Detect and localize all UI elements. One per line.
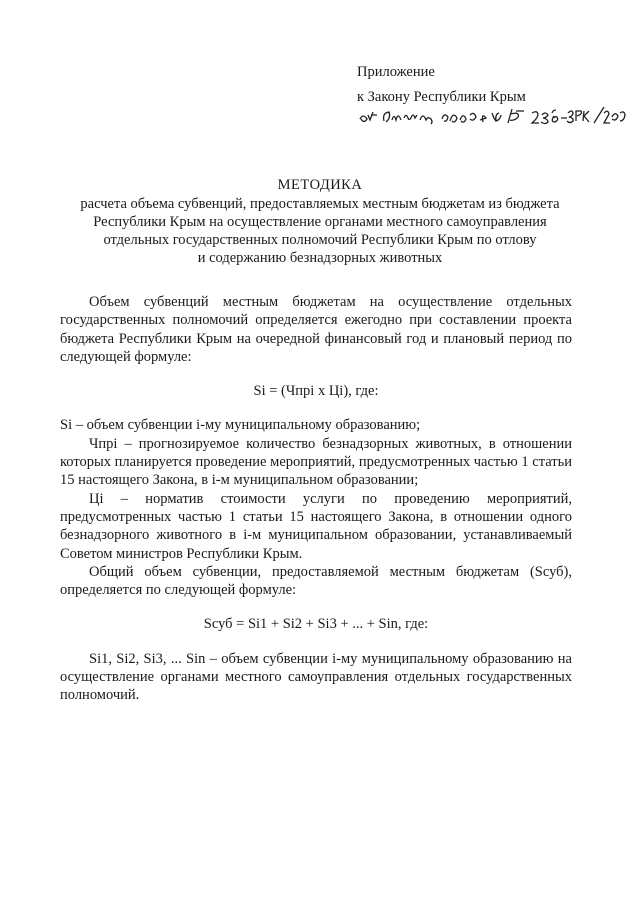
paragraph-total-subvention: Общий объем субвенции, предоставляемой местным бюджетам (Sсуб), определяется по следующей формуле: bbox=[60, 563, 572, 599]
definition-si: Si – объем субвенции i-му муниципальному образованию; bbox=[60, 417, 421, 434]
document-title: МЕТОДИКА bbox=[277, 177, 363, 193]
formula-ssub: Sсуб = Si1 + Si2 + Si3 + ... + Sin, где: bbox=[203, 616, 429, 633]
attachment-law-reference: к Закону Республики Крым bbox=[357, 89, 526, 105]
title-subtitle-line: отдельных государственных полномочий Республики Крым по отлову bbox=[103, 232, 537, 248]
formula-si: Si = (Чпрi х Цi), где: bbox=[253, 383, 379, 400]
title-subtitle-line: и содержанию безнадзорных животных bbox=[197, 250, 443, 266]
definition-si-list: Si1, Si2, Si3, ... Sin – объем субвенции i-му муниципальному образованию на осуществление органами местного самоуправления отдельных государственных полномочий. bbox=[60, 650, 572, 704]
definition-tsi: Цi – норматив стоимости услуги по проведению мероприятий, предусмотренных частью 1 статьи 15 настоящего Закона, в отношении одного безнадзорного животного в i-м муниципальном образовании, устанавливаемый Советом министров Республики Крым. bbox=[60, 490, 572, 562]
attachment-label: Приложение bbox=[357, 64, 435, 80]
handwritten-date-signature bbox=[356, 103, 628, 129]
definition-chpri: Чпрi – прогнозируемое количество безнадзорных животных, в отношении которых планируется проведение мероприятий, предусмотренных частью 1 статьи 15 настоящего Закона, в i-м муниципальном образовании; bbox=[60, 435, 572, 489]
title-subtitle-line: Республики Крым на осуществление органами местного самоуправления bbox=[93, 214, 547, 230]
document-body bbox=[60, 293, 572, 705]
document-title-block bbox=[0, 176, 640, 267]
title-subtitle-line: расчета объема субвенций, предоставляемых местным бюджетам из бюджета bbox=[80, 196, 560, 212]
paragraph-subvention-intro: Объем субвенций местным бюджетам на осуществление отдельных государственных полномочий определяется ежегодно при составлении проекта бюджета Республики Крым на очередной финансовый год и плановый период по следующей формуле: bbox=[60, 294, 572, 365]
